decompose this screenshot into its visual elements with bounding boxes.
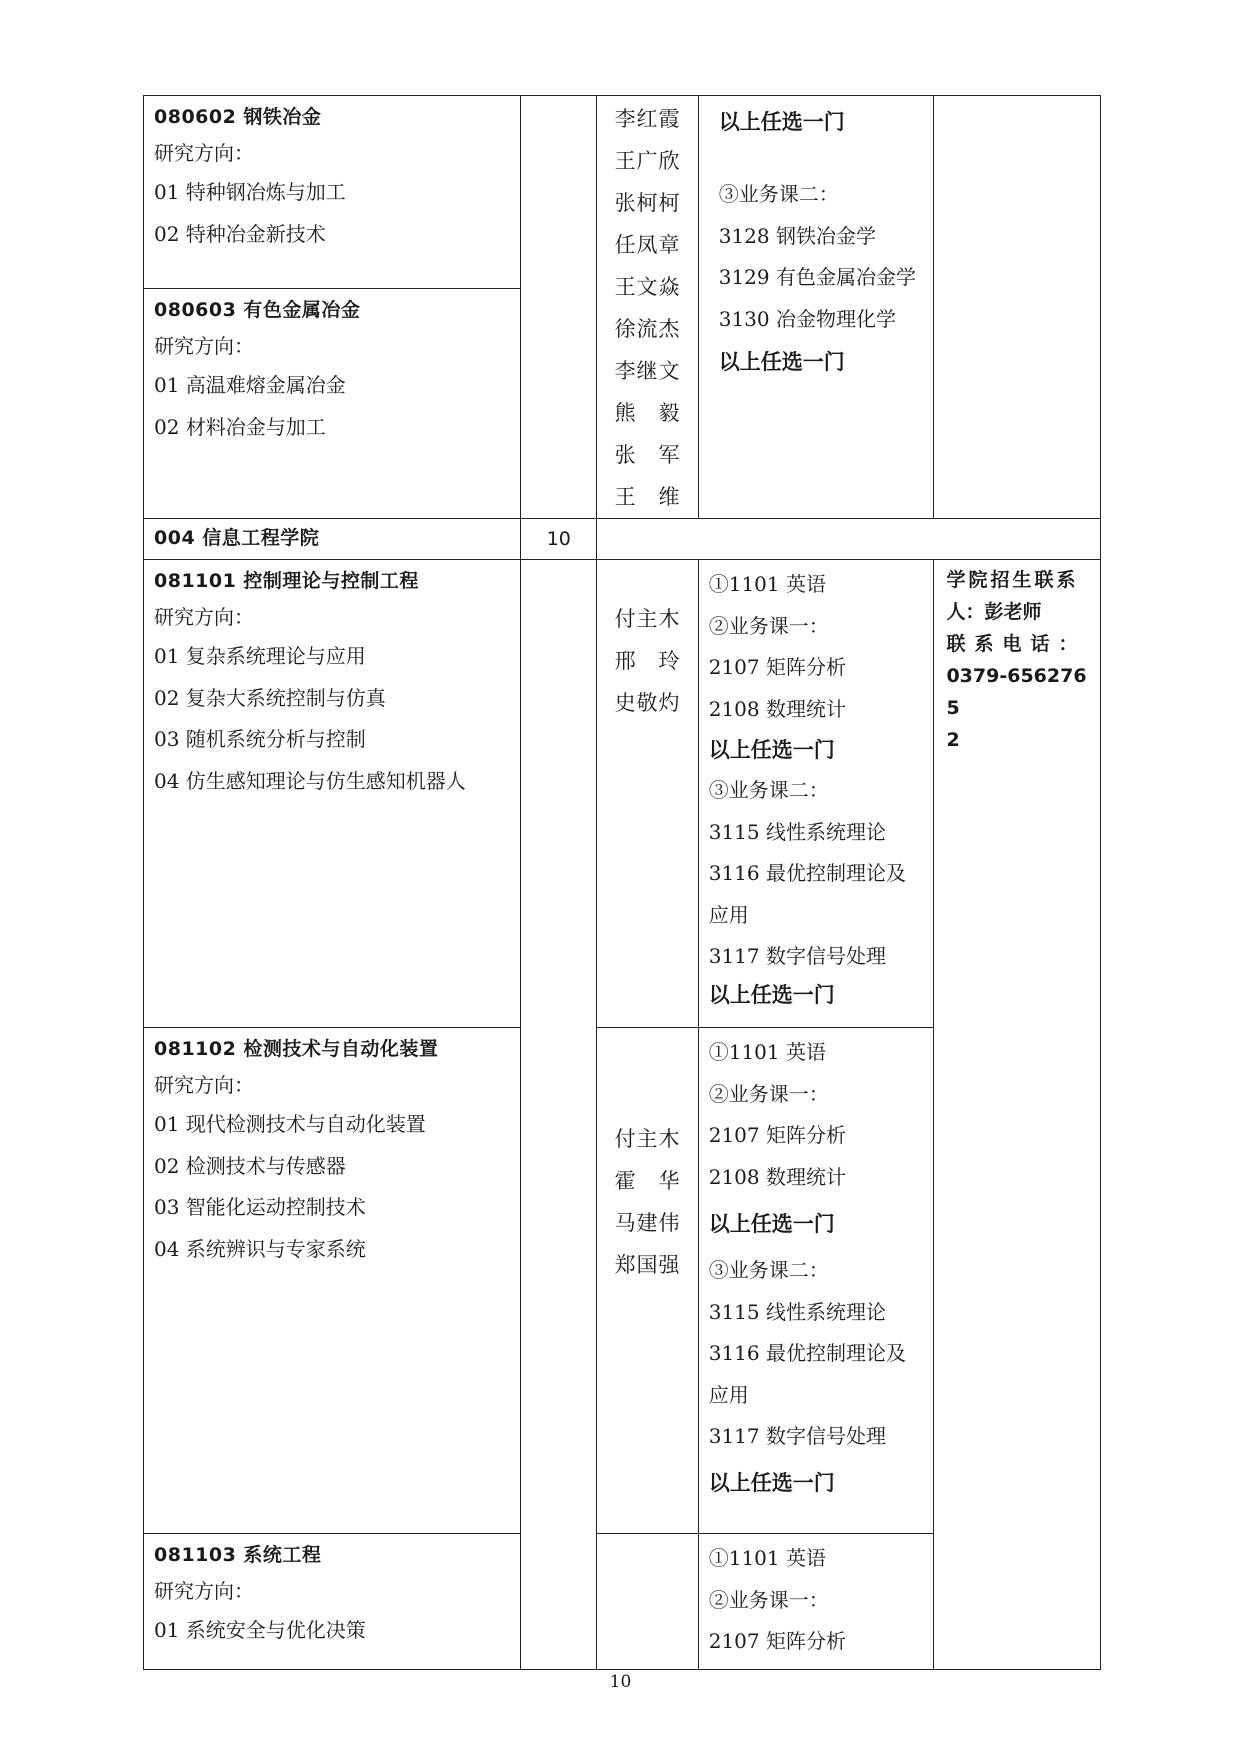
major-title: 081103 系统工程 [154, 1544, 322, 1566]
exam-item: 应用 [708, 1382, 749, 1407]
exam-cell [698, 560, 934, 1028]
exam-item: ①1101 英语 [708, 572, 826, 596]
exam-note: 以上任选一门 [708, 982, 835, 1007]
teacher-name: 付主木 [614, 1127, 681, 1151]
direction-item: 01 高温难熔金属冶金 [154, 373, 346, 398]
exam-item: 3129 有色金属冶金学 [718, 265, 916, 289]
major-cell-080602 [144, 96, 521, 289]
exam-item: 3115 线性系统理论 [708, 1299, 886, 1324]
teacher-name: 付主木 [614, 607, 681, 631]
exam-item: 2107 矩阵分析 [708, 1629, 846, 1653]
major-cell-080603 [144, 289, 521, 519]
exam-item: 2107 矩阵分析 [708, 1123, 846, 1147]
exam-cell [698, 96, 934, 519]
exam-item: ②业务课一： [708, 1081, 829, 1106]
remarks-cell [934, 96, 1101, 519]
exam-note: 以上任选一门 [708, 1212, 835, 1236]
exam-item: ②业务课一： [708, 613, 829, 638]
contact-line: 学院招生联系 [946, 569, 1079, 591]
major-cell-081101 [144, 560, 521, 1028]
exam-note: 以上任选一门 [708, 1470, 835, 1495]
exam-item: 3115 线性系统理论 [708, 819, 886, 844]
teacher-name: 王广欣 [614, 149, 681, 173]
direction-item: 02 材料冶金与加工 [154, 414, 326, 439]
direction-label: 研究方向： [154, 334, 254, 359]
exam-note: 以上任选一门 [708, 738, 835, 762]
direction-item: 04 系统辨识与专家系统 [154, 1236, 366, 1261]
teachers-cell [597, 1534, 698, 1670]
direction-item: 01 特种钢冶炼与加工 [154, 180, 346, 204]
college-name-cell [144, 519, 521, 560]
exam-item: 2107 矩阵分析 [708, 655, 846, 679]
major-title: 081101 控制理论与控制工程 [154, 570, 419, 592]
direction-item: 01 系统安全与优化决策 [154, 1618, 366, 1642]
direction-label: 研究方向： [154, 1073, 254, 1097]
teacher-name: 邢 玲 [614, 649, 681, 673]
direction-label: 研究方向： [154, 605, 254, 629]
direction-label: 研究方向： [154, 141, 254, 165]
major-title: 081102 检测技术与自动化装置 [154, 1038, 439, 1060]
teacher-name: 熊 毅 [614, 401, 681, 425]
quota-cell [521, 96, 597, 519]
exam-item: 3117 数字信号处理 [708, 944, 886, 968]
direction-item: 01 现代检测技术与自动化装置 [154, 1112, 426, 1136]
college-count-cell [521, 519, 597, 560]
teacher-name: 任凤章 [614, 233, 681, 257]
direction-item: 04 仿生感知理论与仿生感知机器人 [154, 768, 466, 793]
teacher-name: 王 维 [614, 485, 681, 509]
teachers-cell [597, 96, 698, 519]
direction-item: 02 特种冶金新技术 [154, 221, 326, 246]
teacher-name: 徐流杰 [614, 317, 681, 341]
major-title: 080603 有色金属冶金 [154, 299, 361, 322]
direction-item: 01 复杂系统理论与应用 [154, 644, 366, 668]
teachers-cell [597, 1028, 698, 1534]
exam-item: 应用 [708, 902, 749, 927]
contact-cell [934, 560, 1101, 1670]
exam-item: 3117 数字信号处理 [708, 1424, 886, 1448]
exam-item: ③业务课二： [708, 1258, 829, 1282]
contact-line: 0379-6562765 [946, 665, 1087, 719]
teachers-cell [597, 560, 698, 1028]
exam-item: 2108 数理统计 [708, 696, 846, 721]
teacher-name: 霍 华 [614, 1169, 681, 1193]
direction-item: 02 检测技术与传感器 [154, 1153, 346, 1178]
admission-table [143, 95, 1101, 1670]
exam-cell [698, 1028, 934, 1534]
exam-item: ③业务课二： [718, 182, 839, 206]
contact-line: 2 [946, 729, 960, 751]
college-count: 10 [546, 528, 571, 550]
direction-item: 03 随机系统分析与控制 [154, 727, 366, 751]
contact-line: 联系电话： [946, 633, 1087, 655]
exam-item: 2108 数理统计 [708, 1164, 846, 1189]
exam-note: 以上任选一门 [718, 350, 845, 374]
teacher-name: 张柯柯 [614, 191, 681, 215]
teacher-name: 郑国强 [614, 1253, 681, 1277]
direction-label: 研究方向： [154, 1579, 254, 1603]
teacher-name: 李继文 [614, 359, 681, 383]
contact-line: 人：彭老师 [946, 601, 1042, 623]
exam-note: 以上任选一门 [718, 110, 845, 134]
exam-item: ①1101 英语 [708, 1546, 826, 1570]
exam-item: ③业务课二： [708, 778, 829, 802]
direction-item: 02 复杂大系统控制与仿真 [154, 685, 386, 710]
college-blank-cell [597, 519, 1101, 560]
teacher-name: 李红霞 [614, 107, 681, 131]
major-cell-081103 [144, 1534, 521, 1670]
exam-item: 3128 钢铁冶金学 [718, 223, 876, 248]
teacher-name: 马建伟 [614, 1211, 681, 1235]
page-number: 10 [609, 1672, 632, 1692]
teacher-name: 史敬灼 [614, 691, 681, 715]
teacher-name: 王文焱 [614, 275, 681, 299]
exam-item: 3130 冶金物理化学 [718, 306, 896, 331]
major-cell-081102 [144, 1028, 521, 1534]
exam-item: 3116 最优控制理论及 [708, 1341, 906, 1365]
exam-cell [698, 1534, 934, 1670]
quota-cell [521, 560, 597, 1670]
exam-item: ②业务课一： [708, 1587, 829, 1612]
teacher-name: 张 军 [614, 443, 681, 467]
college-name: 004 信息工程学院 [154, 527, 320, 549]
exam-item: 3116 最优控制理论及 [708, 861, 906, 885]
exam-item: ①1101 英语 [708, 1040, 826, 1064]
major-title: 080602 钢铁冶金 [154, 106, 322, 128]
direction-item: 03 智能化运动控制技术 [154, 1195, 366, 1219]
